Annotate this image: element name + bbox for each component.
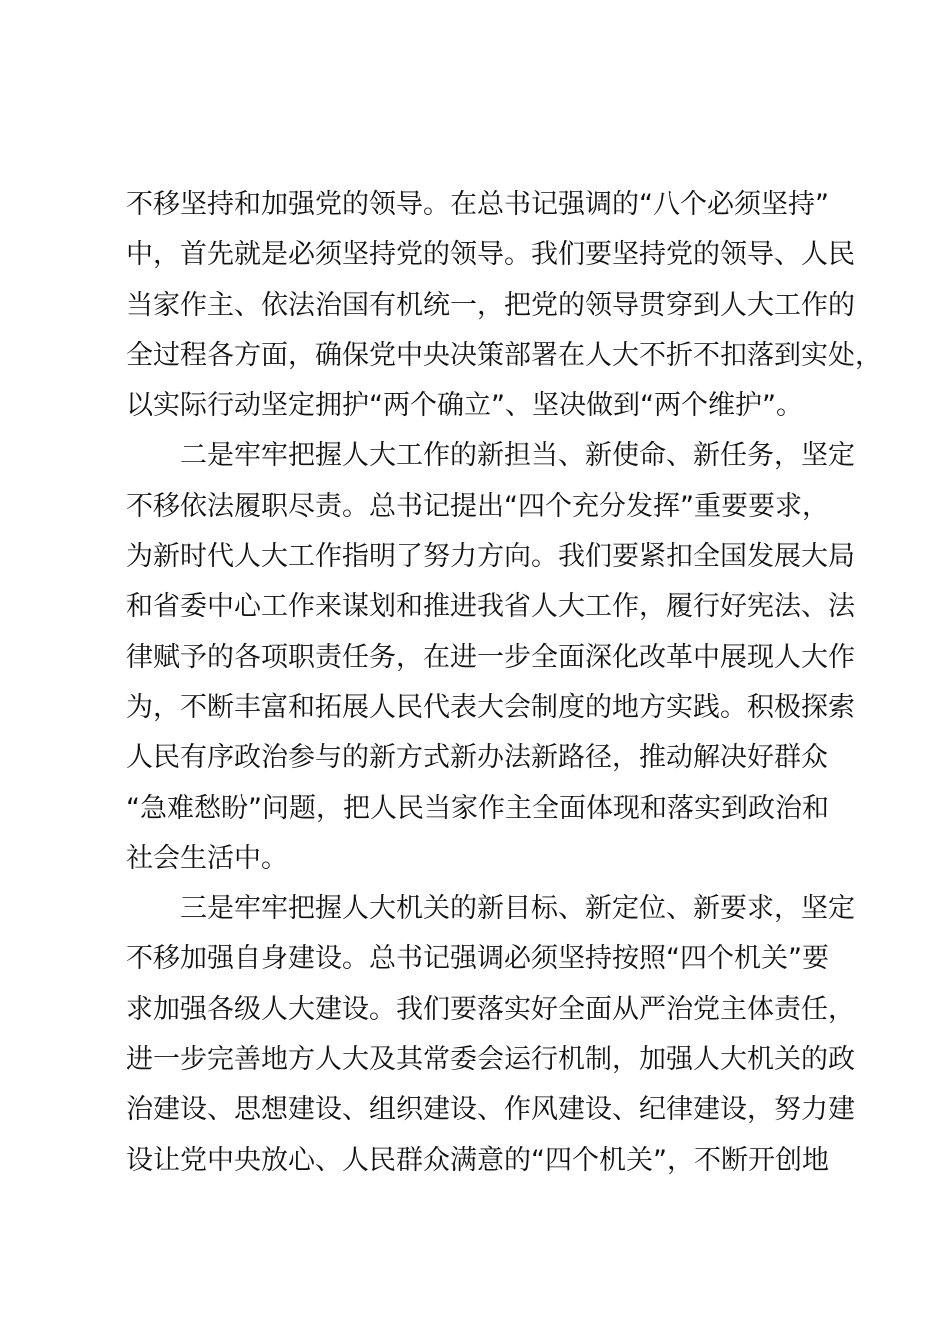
text-line: 人民有序政治参与的新方式新办法新路径，推动解决好群众 [126,742,828,774]
text-line: “急难愁盼”问题，把人民当家作主全面体现和落实到政治和 [126,792,829,824]
text-line: 二是牢牢把握人大工作的新担当、新使命、新任务，坚定 [126,440,855,472]
text-line: 律赋予的各项职责任务，在进一步全面深化改革中展现人大作 [126,641,855,673]
text-line: 当家作主、依法治国有机统一，把党的领导贯穿到人大工作的 [126,289,855,321]
text-line: 进一步完善地方人大及其常委会运行机制，加强人大机关的政 [126,1044,855,1076]
text-line: 为，不断丰富和拓展人民代表大会制度的地方实践。积极探索 [126,691,855,723]
text-line: 不移坚持和加强党的领导。在总书记强调的“八个必须坚持” [126,189,829,220]
text-line: 不移加强自身建设。总书记强调必须坚持按照“四个机关”要 [126,943,829,975]
text-line: 以实际行动坚定拥护“两个确立”、坚决做到“两个维护”。 [126,390,803,422]
text-line: 为新时代人大工作指明了努力方向。我们要紧扣全国发展大局 [126,541,855,573]
text-line: 治建设、思想建设、组织建设、作风建设、纪律建设，努力建 [126,1094,855,1126]
text-line: 全过程各方面，确保党中央决策部署在人大不折不扣落到实处， [126,339,882,371]
text-line: 设让党中央放心、人民群众满意的“四个机关”，不断开创地 [126,1144,829,1176]
text-line: 中，首先就是必须坚持党的领导。我们要坚持党的领导、人民 [126,239,855,271]
text-line: 三是牢牢把握人大机关的新目标、新定位、新要求，坚定 [126,893,855,925]
text-line: 社会生活中。 [126,842,288,874]
body-text [126,180,882,1186]
text-line: 求加强各级人大建设。我们要落实好全面从严治党主体责任， [126,993,855,1025]
text-line: 不移依法履职尽责。总书记提出“四个充分发挥”重要要求， [126,490,829,522]
text-line: 和省委中心工作来谋划和推进我省人大工作，履行好宪法、法 [126,591,855,623]
